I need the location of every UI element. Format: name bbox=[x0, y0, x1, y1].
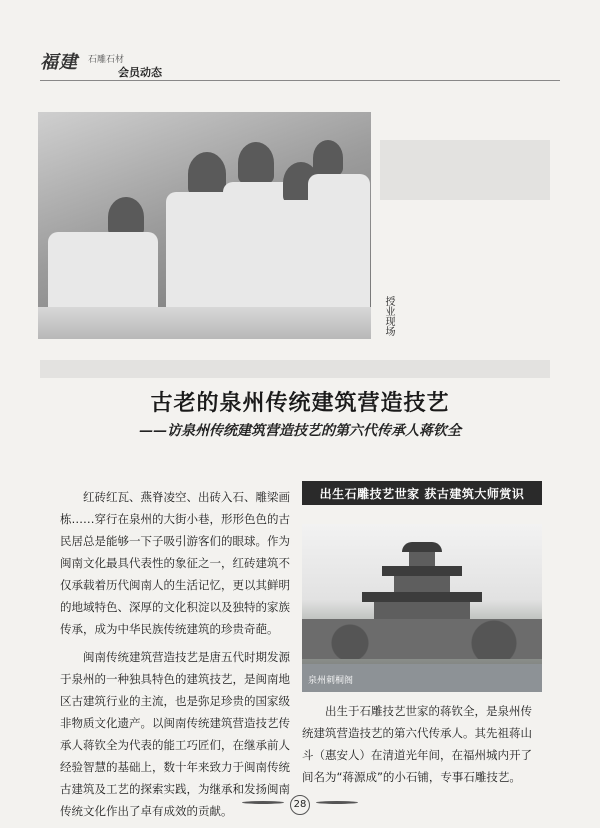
body-paragraph: 红砖红瓦、燕脊凌空、出砖入石、雕梁画栋……穿行在泉州的大街小巷，形形色色的古民居总是能够一下子吸引游客们的眼球。作为闽南文化最具代表性的象征之一，红砖建筑不仅承载着历代闽南人的生活记忆，更以其鲜明的地域特色、深厚的文化积淀以及独特的家族传承，成为中华民族传统建筑的珍贵奇葩。 bbox=[60, 490, 290, 636]
person-body bbox=[308, 174, 370, 324]
bleed-through-shadow bbox=[380, 140, 550, 200]
trees bbox=[302, 619, 542, 659]
page-number-rule bbox=[242, 801, 284, 804]
pavilion-tier bbox=[394, 576, 450, 592]
magazine-logo-sub: 石雕石材 bbox=[88, 55, 125, 65]
column-name: 会员动态 bbox=[118, 66, 162, 79]
pavilion-roof bbox=[402, 542, 442, 552]
carving-workbench bbox=[38, 307, 371, 339]
page-number-rule bbox=[316, 801, 358, 804]
pavilion-roof bbox=[362, 592, 482, 602]
body-paragraph: 闽南传统建筑营造技艺是唐五代时期发源于泉州的一种独具特色的建筑技艺，是闽南地区古建筑行业的主流，也是弥足珍贵的国家级非物质文化遗产。以闽南传统建筑营造技艺传承人蒋钦全为代表的能工巧匠们，在继承前人经验智慧的基础上，数十年来致力于闽南传统古建筑及工艺的探索实践，为继承和发扬闽南传统文化作出了卓有成效的贡献。 bbox=[60, 650, 290, 818]
person-head bbox=[238, 142, 274, 184]
article-subtitle: ——访泉州传统建筑营造技艺的第六代传承人蒋钦全 bbox=[139, 423, 461, 439]
photo-caption: 泉州刺桐阁 bbox=[308, 676, 354, 686]
left-column bbox=[60, 486, 292, 828]
pavilion-roof bbox=[382, 566, 462, 576]
teaching-photo bbox=[38, 112, 371, 339]
body-paragraph: 出生于石雕技艺世家的蒋钦全，是泉州传统建筑营造技艺的第六代传承人。其先祖蒋山斗（惠安人）在清道光年间，在福州城内开了间名为“蒋源成”的小石铺，专事石雕技艺。 bbox=[302, 704, 532, 784]
article-title: 古老的泉州传统建筑营造技艺 bbox=[150, 390, 450, 416]
section-heading: 出生石雕技艺世家 获古建筑大师赏识 bbox=[302, 481, 542, 505]
right-column bbox=[302, 700, 542, 788]
magazine-logo: 福建 bbox=[40, 52, 78, 73]
person-head bbox=[108, 197, 144, 237]
pavilion-tier bbox=[409, 552, 435, 566]
person-head bbox=[313, 140, 343, 176]
page-header bbox=[40, 42, 560, 82]
header-divider bbox=[40, 80, 560, 81]
photo-caption: 授业现场 bbox=[383, 296, 394, 336]
page-number-label: 28 bbox=[290, 795, 310, 815]
pavilion-photo bbox=[302, 524, 542, 692]
page-number bbox=[0, 792, 600, 815]
person-head bbox=[188, 152, 226, 196]
bleed-through-shadow bbox=[40, 360, 550, 378]
